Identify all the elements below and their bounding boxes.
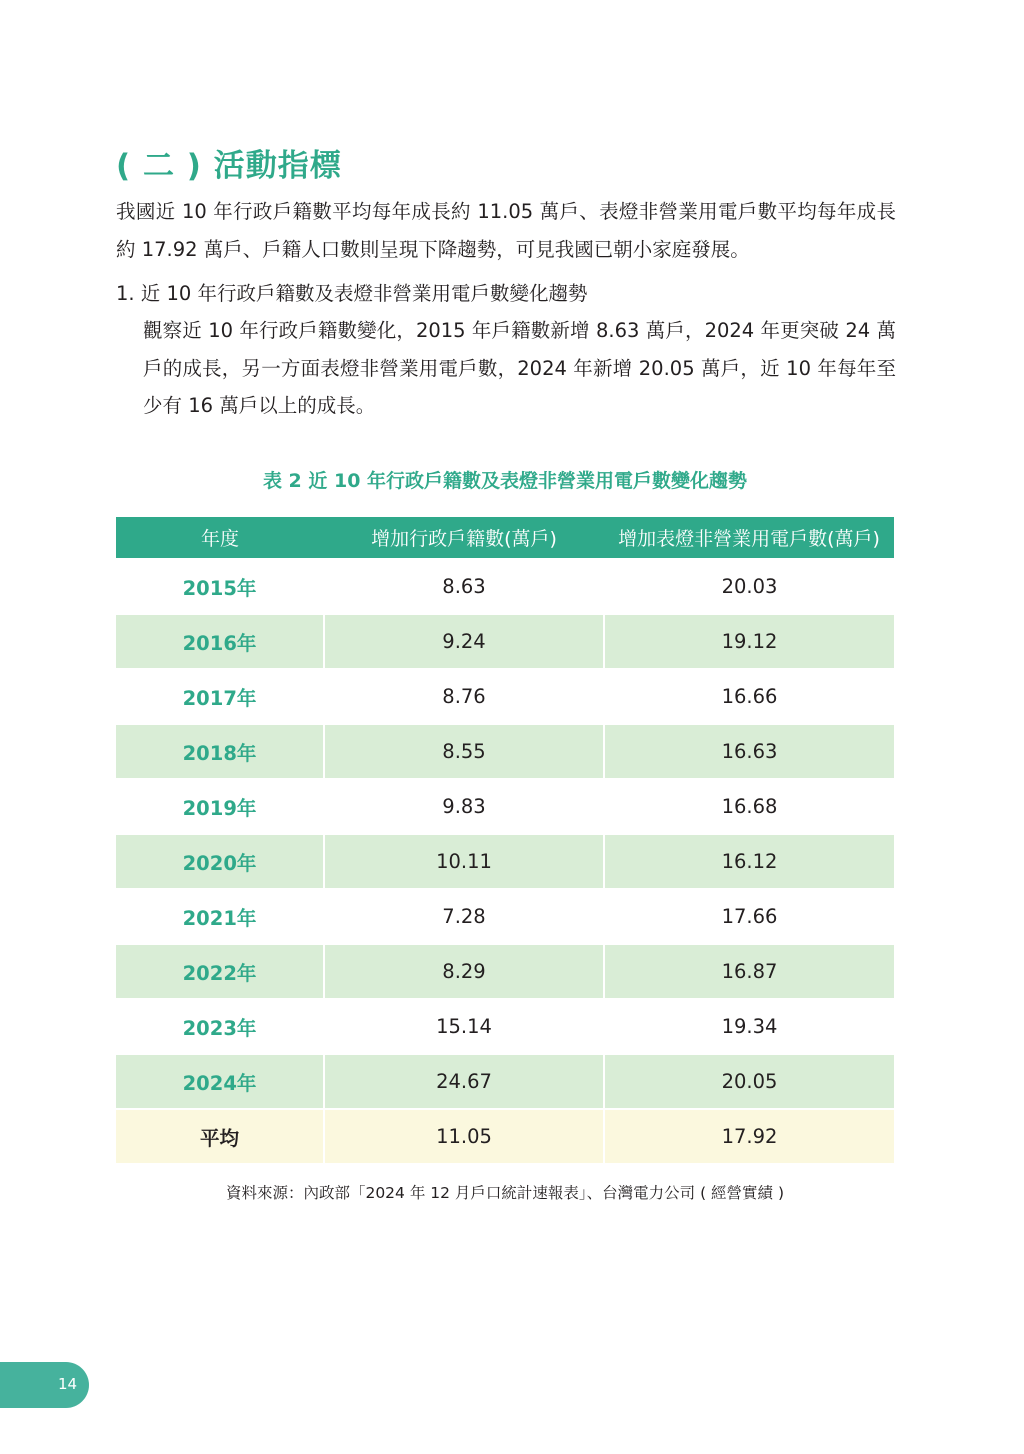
table-row	[116, 1054, 894, 1109]
household-cell: 8.63	[324, 559, 604, 614]
household-cell: 8.29	[324, 944, 604, 999]
table-row	[116, 559, 894, 614]
year-cell: 2024年	[116, 1054, 324, 1109]
table-row	[116, 614, 894, 669]
household-cell: 10.11	[324, 834, 604, 889]
household-cell: 8.55	[324, 724, 604, 779]
year-cell: 2015年	[116, 559, 324, 614]
average-household: 11.05	[324, 1109, 604, 1163]
year-cell: 2023年	[116, 999, 324, 1054]
year-cell: 2020年	[116, 834, 324, 889]
year-cell: 2019年	[116, 779, 324, 834]
table-caption: 表 2 近 10 年行政戶籍數及表燈非營業用電戶數變化趨勢	[262, 470, 748, 492]
electric-cell: 17.66	[604, 889, 894, 944]
year-cell: 2021年	[116, 889, 324, 944]
average-electric: 17.92	[604, 1109, 894, 1163]
electric-cell: 16.63	[604, 724, 894, 779]
header-household: 增加行政戶籍數(萬戶)	[324, 517, 604, 559]
household-cell: 24.67	[324, 1054, 604, 1109]
electric-cell: 16.68	[604, 779, 894, 834]
data-table	[116, 517, 894, 1163]
year-cell: 2017年	[116, 669, 324, 724]
year-cell: 2018年	[116, 724, 324, 779]
page-number-tab	[0, 1362, 89, 1408]
section-heading: ( 二 ) 活動指標	[116, 148, 342, 184]
household-cell: 7.28	[324, 889, 604, 944]
household-cell: 15.14	[324, 999, 604, 1054]
header-year: 年度	[116, 517, 324, 559]
table-header-row	[116, 517, 894, 559]
table-row	[116, 724, 894, 779]
table-row	[116, 779, 894, 834]
electric-cell: 16.87	[604, 944, 894, 999]
item-title: 1. 近 10 年行政戶籍數及表燈非營業用電戶數變化趨勢	[116, 282, 588, 305]
electric-cell: 19.34	[604, 999, 894, 1054]
average-label: 平均	[116, 1109, 324, 1163]
page-number: 14	[58, 1375, 78, 1393]
electric-cell: 20.05	[604, 1054, 894, 1109]
year-cell: 2016年	[116, 614, 324, 669]
year-cell: 2022年	[116, 944, 324, 999]
household-cell: 9.83	[324, 779, 604, 834]
intro-paragraph: 我國近 10 年行政戶籍數平均每年成長約 11.05 萬戶、表燈非營業用電戶數平均每年成長約 17.92 萬戶、戶籍人口數則呈現下降趨勢，可見我國已朝小家庭發展。	[116, 200, 896, 261]
table-row	[116, 669, 894, 724]
table-row	[116, 834, 894, 889]
table-row	[116, 944, 894, 999]
source-note: 資料來源：內政部「2024 年 12 月戶口統計速報表」、台灣電力公司 ( 經營實績 )	[225, 1184, 785, 1202]
table-row	[116, 889, 894, 944]
table-row	[116, 999, 894, 1054]
electric-cell: 16.66	[604, 669, 894, 724]
electric-cell: 19.12	[604, 614, 894, 669]
electric-cell: 20.03	[604, 559, 894, 614]
header-electric: 增加表燈非營業用電戶數(萬戶)	[604, 517, 894, 559]
household-cell: 8.76	[324, 669, 604, 724]
item-body: 觀察近 10 年行政戶籍數變化，2015 年戶籍數新增 8.63 萬戶，2024 年更突破 24 萬戶的成長，另一方面表燈非營業用電戶數，2024 年新增 20.05 萬戶，近 10 年每年至少有 16 萬戶以上的成長。	[143, 319, 896, 417]
electric-cell: 16.12	[604, 834, 894, 889]
household-cell: 9.24	[324, 614, 604, 669]
average-row	[116, 1109, 894, 1163]
